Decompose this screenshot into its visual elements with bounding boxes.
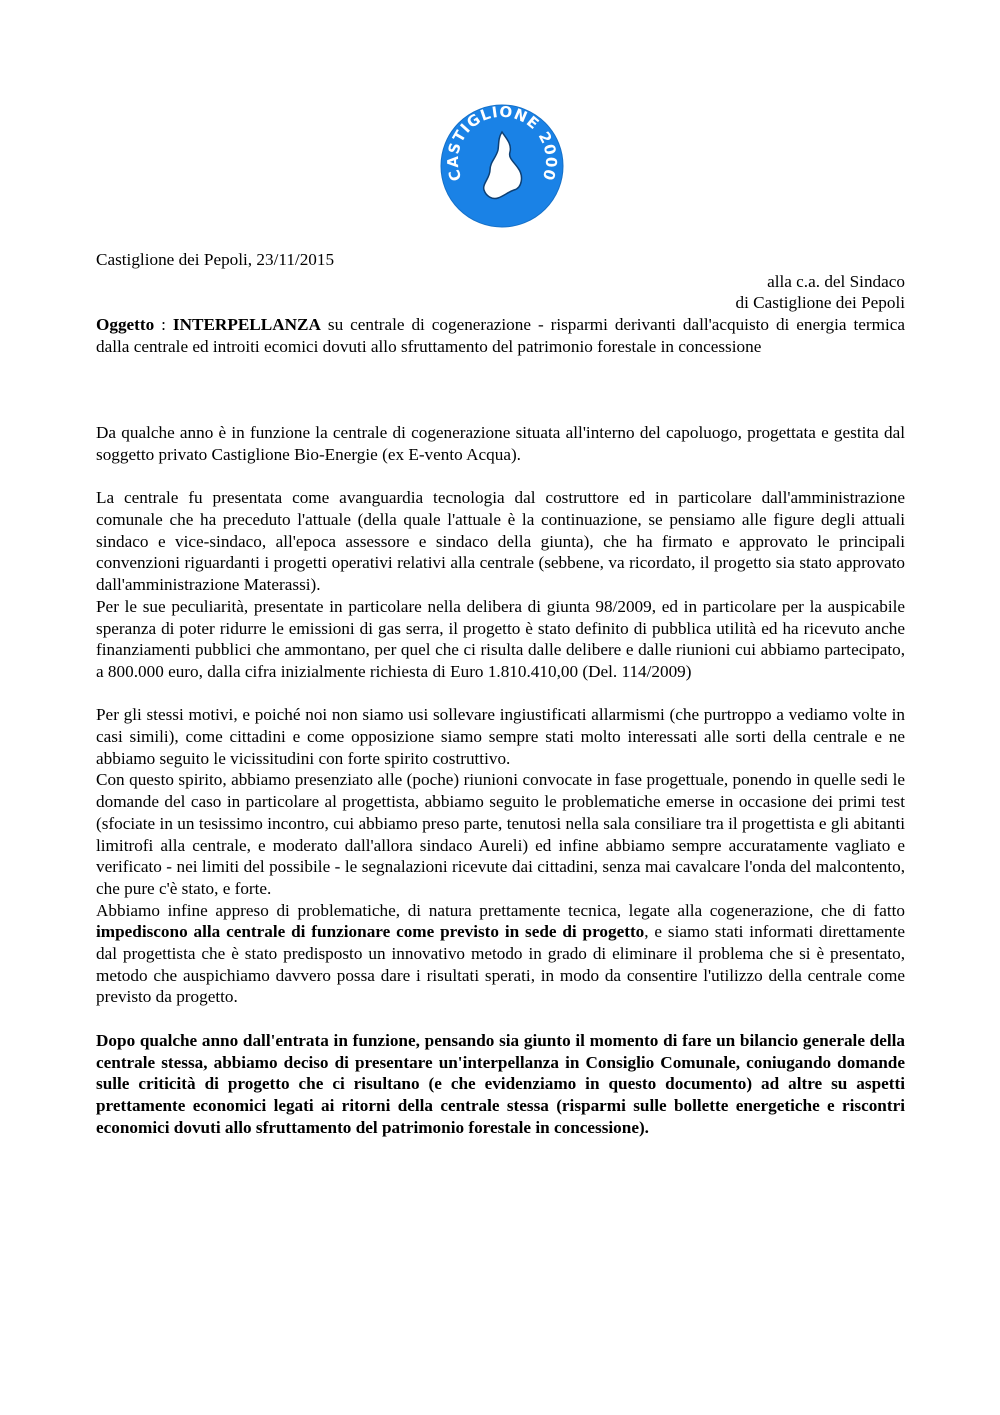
logo-emblem-icon — [440, 104, 564, 228]
recipient-line-2: di Castiglione dei Pepoli — [735, 293, 905, 313]
paragraph-6 — [96, 900, 905, 1009]
logo-arc-text: CASTIGLIONE 2000 — [443, 104, 561, 184]
subject-label: Oggetto — [96, 315, 155, 335]
date-line: Castiglione dei Pepoli, 23/11/2015 — [96, 250, 335, 269]
paragraph-6-emphasis: impediscono alla centrale di funzionare come previsto in sede di progetto — [96, 922, 645, 942]
subject-keyword: INTERPELLANZA — [172, 315, 321, 335]
paragraph-6-end: , e siamo stati informati direttamente dal progettista che è stato predisposto un innovativo metodo in grado di eliminare il problema che si è presentato, metodo che auspichiamo davvero possa dare i risultati sperati, in modo da consentire l'utilizzo della centrale come previsto da progetto. — [96, 922, 905, 1007]
letter-body — [96, 249, 905, 1138]
subject-text: su centrale di cogenerazione - risparmi derivanti dall'acquisto di energia termica dalla centrale ed introiti ecomici dovuti allo sfruttamento del patrimonio forestale in concessione — [96, 315, 906, 356]
subject-paragraph — [96, 314, 905, 357]
paragraph-5: Con questo spirito, abbiamo presenziato alle (poche) riunioni convocate in fase progettuale, ponendo in quelle sedi le domande del caso in particolare al progettista, abbiamo seguito le problematiche emerse in occasione dei primi test (sfociate in un tesissimo incontro, cui abbiamo preso parte, tenutosi nella sala consiliare tra il progettista e gli abitanti limitrofi alla centrale, e moderato dall'allora sindaco Aureli) ed infine abbiamo sempre accuratamente vagliato e verificato - nei limiti del possibile - le segnalazioni ricevute dai cittadini, senza mai cavalcare l'onda del malcontento, che pure c'è stato, e forte. — [96, 770, 905, 898]
paragraph-4: Per gli stessi motivi, e poiché noi non siamo usi sollevare ingiustificati allarmismi (che purtroppo a vediamo volte in casi simili), come cittadini e come opposizione siamo sempre stati molto interessati alle sorti della centrale e ne abbiamo seguito le vicissitudini con forte spirito costruttivo. — [96, 705, 905, 768]
paragraph-3: Per le sue peculiarità, presentate in particolare nella delibera di giunta 98/2009, ed in particolare per la auspicabile speranza di poter ridurre le emissioni di gas serra, il progetto è stato definito di pubblica utilità ed ha ricevuto anche finanziamenti pubblici che ammontano, per quel che ci risulta dalle delibere e dalle riunioni cui abbiamo partecipato, a 800.000 euro, dalla cifra inizialmente richiesta di Euro 1.810.410,00 (Del. 114/2009) — [96, 596, 905, 681]
paragraph-2: La centrale fu presentata come avanguardia tecnologia dal costruttore ed in particolare dall'amministrazione comunale che ha preceduto l'attuale (della quale l'attuale è la continuazione, se pensiamo alle figure degli attuali sindaco e vice-sindaco, all'epoca assessore e sindaco della giunta), che ha firmato e approvato le principali convenzioni riguardanti i progetti operativi relativi alla centrale (sebbene, va ricordato, il progetto sia stato approvato dall'amministrazione Materassi). — [96, 488, 905, 595]
paragraph-7-conclusion: Dopo qualche anno dall'entrata in funzione, pensando sia giunto il momento di fare un bilancio generale della centrale stessa, abbiamo deciso di presentare un'interpellanza in Consiglio Comunale, coniugando domande sulle criticità di progetto che ci risultano (e che evidenziamo in questo documento) ad altre su aspetti prettamente economici legati ai ritorni della centrale stessa (risparmi sulle bollette energetiche e riscontri economici dovuti allo sfruttamento del patrimonio forestale in concessione). — [96, 1030, 905, 1137]
subject-separator: : — [154, 315, 173, 335]
castiglione-2000-logo — [440, 104, 564, 228]
paragraph-1: Da qualche anno è in funzione la centrale di cogenerazione situata all'interno del capoluogo, progettata e gestita dal soggetto privato Castiglione Bio-Energie (ex E-vento Acqua). — [96, 423, 905, 464]
recipient-line-1: alla c.a. del Sindaco — [767, 271, 905, 291]
paragraph-6-start: Abbiamo infine appreso di problematiche, di natura prettamente tecnica, legate alla cogenerazione, che di fatto — [96, 900, 905, 920]
